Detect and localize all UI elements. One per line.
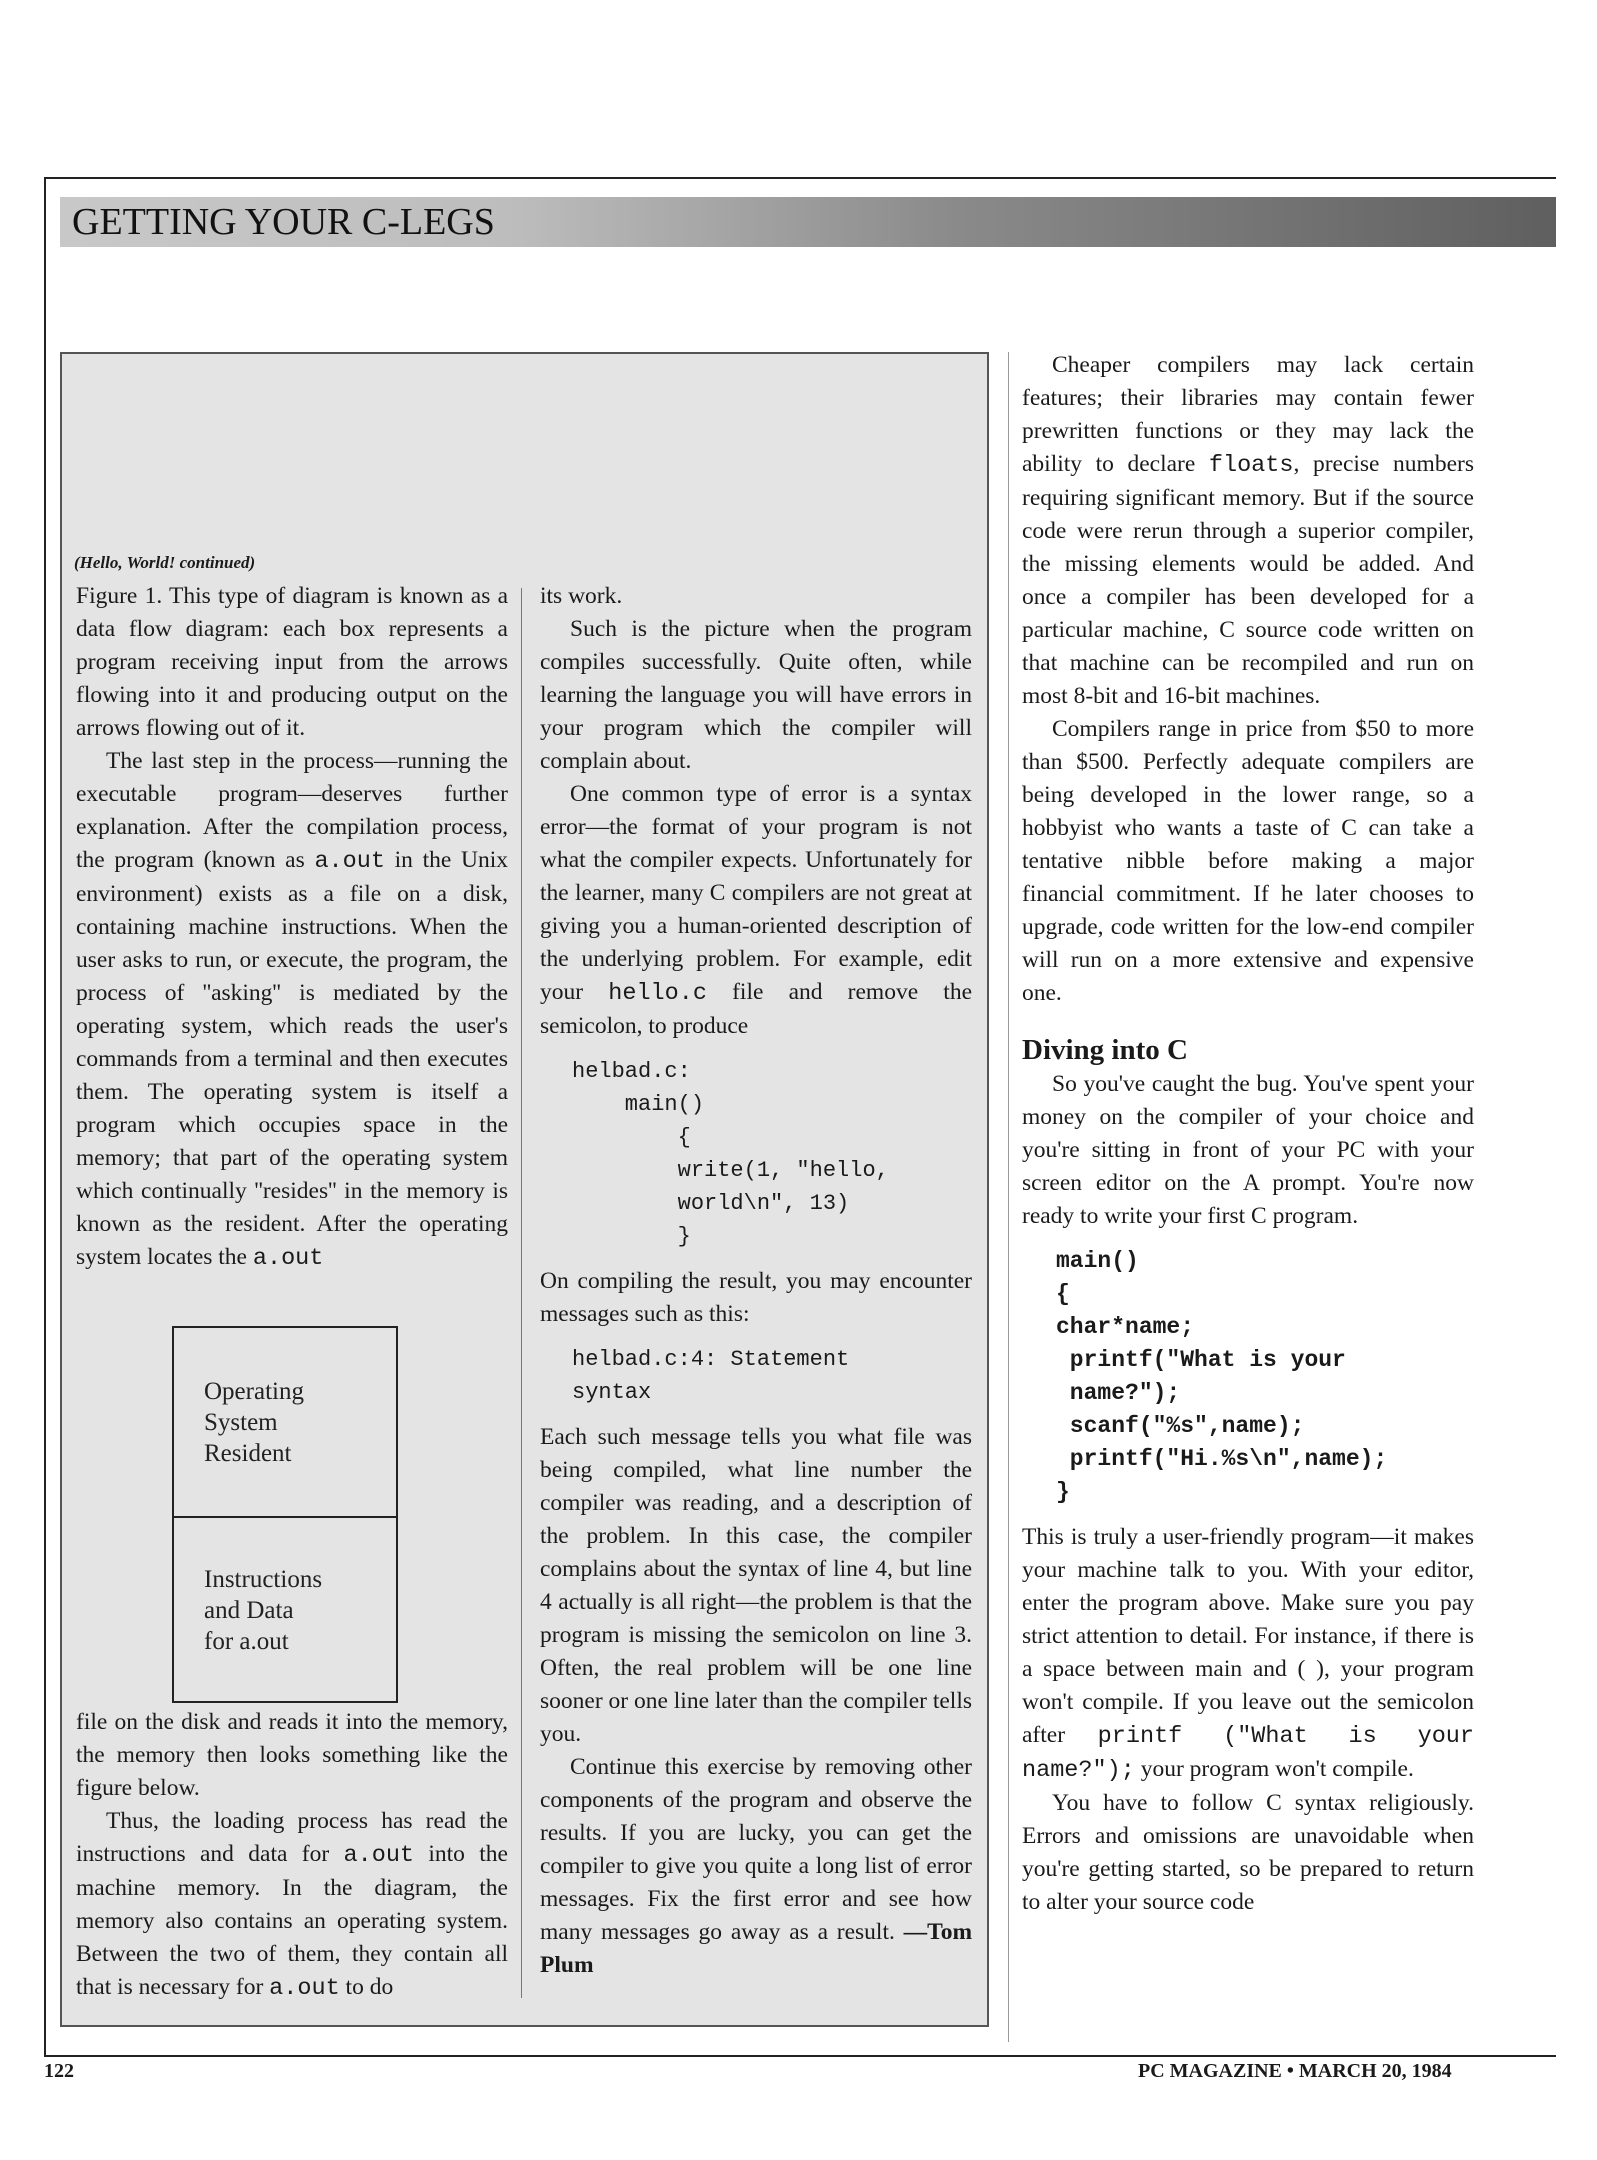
sidebar-paragraph: One common type of error is a syntax error—the format of your program is not what the compiler expects. Unfortunately for the learner, many C compilers are not great at giving you a human-oriented description of the underlying problem. For example, edit your hello.c file and remove the semicolon, to produce — [540, 781, 972, 1039]
left-rule — [44, 177, 46, 2057]
sidebar-paragraph: Continue this exercise by removing other components of the program and observe the results. If you are lucky, you can get the compiler to give you quite a long list of error messages. Fix the first error and see how many messages go away as a result. —Tom Plum — [540, 1754, 973, 1978]
main-paragraph: This is truly a user-friendly program—it makes your machine talk to you. With your editor, enter the program above. Make sure you pay strict attention to detail. For instance, if there is a space between main and ( ), your program won't compile. If you leave out the semicolon after printf ("What is your name?"); your program won't compile. — [1022, 1524, 1474, 1784]
main-paragraph: You have to follow C syntax religiously. Errors and omissions are unavoidable when you're getting started, so be prepared to return to alter your source code — [1022, 1790, 1474, 1915]
c-program-listing: main() { char*name; printf("What is your name?"); scanf("%s",name); printf("Hi.%s\n",name); } — [1056, 1248, 1388, 1505]
sidebar-column-divider — [521, 588, 522, 1998]
top-rule — [44, 177, 1556, 179]
sidebar-paragraph: Thus, the loading process has read the instructions and data for a.out into the machine memory. In the diagram, the memory also contains an operating system. Between the two of them, they contain all that is necessary for a.out to do — [76, 1808, 508, 2002]
sidebar-paragraph: Such is the picture when the program compiles successfully. Quite often, while learning the language you will have errors in your program which the compiler will complain about. — [540, 616, 972, 774]
sidebar-paragraph: file on the disk and reads it into the memory, the memory then looks something like the figure below. — [76, 1709, 508, 1801]
memory-diagram — [172, 1326, 398, 1703]
sidebar-col1-top — [76, 580, 508, 1275]
main-paragraph: Cheaper compilers may lack certain features; their libraries may contain fewer prewritten functions or they may lack the ability to declare floats, precise numbers requiring significant memory. But if the source code were rerun through a superior compiler, the missing elements would be added. And once a compiler has been developed for a particular machine, C source code written on that machine can be recompiled and run on most 8-bit and 16-bit machines. — [1022, 352, 1474, 709]
diagram-divider — [174, 1516, 396, 1518]
sidebar-paragraph: The last step in the process—running the executable program—deserves further explanation. After the compilation process, the program (known as a.out in the Unix environment) exists as a file on a disk, containing machine instructions. When the user asks to run, or execute, the program, the process of ''asking'' is mediated by the operating system, which reads the user's commands from a terminal and then executes them. The operating system is itself a program which occupies space in the memory; that part of the operating system which continually ''resides'' in the memory is known as the resident. After the operating system locates the a.out — [76, 748, 508, 1272]
sidebar-paragraph: Each such message tells you what file was being compiled, what line number the compiler was reading, and a description of the problem. In this case, the compiler complains about the syntax of line 4, but line 4 actually is all right—the problem is that the program is missing the semicolon on line 3. Often, the real problem will be one line sooner or one line later than the compiler tells you. — [540, 1424, 972, 1747]
diagram-os-resident: Operating System Resident — [204, 1378, 304, 1467]
sidebar-col1-bottom — [76, 1706, 508, 2005]
sidebar-paragraph: On compiling the result, you may encounter messages such as this: — [540, 1268, 972, 1327]
page-number: 122 — [44, 2060, 74, 2082]
figure-caption: Figure 1. This type of diagram is known as a data flow diagram: each box represents a program receiving input from the arrows flowing into it and producing output on the arrows flowing out of it. — [76, 583, 508, 741]
main-paragraph: Compilers range in price from $50 to more than $500. Perfectly adequate compilers are being developed in the lower range, so a hobbyist who wants a taste of C can take a tentative nibble before making a major financial commitment. If he later chooses to upgrade, code written for the low-end compiler will run on a more extensive and expensive one. — [1022, 716, 1474, 1006]
helbad-code-listing: helbad.c: main() { write(1, "hello, world\n", 13) } — [572, 1059, 889, 1249]
compiler-error-listing: helbad.c:4: Statement syntax — [572, 1347, 850, 1405]
bottom-rule — [44, 2055, 1556, 2057]
main-column-divider — [1008, 352, 1009, 2042]
section-title: GETTING YOUR C-LEGS — [72, 201, 495, 243]
author-signature: —Tom Plum — [540, 1919, 973, 1978]
main-column — [1022, 349, 1474, 1919]
diagram-instructions-data: Instructions and Data for a.out — [204, 1566, 323, 1655]
main-paragraph: So you've caught the bug. You've spent your money on the compiler of your choice and you're sitting in front of your PC with your screen editor on the A prompt. You're now ready to write your first C program. — [1022, 1071, 1474, 1229]
sidebar-col2 — [540, 580, 972, 1982]
publication-footer: PC MAGAZINE • MARCH 20, 1984 — [1138, 2060, 1452, 2082]
continued-label: (Hello, World! continued) — [74, 553, 256, 572]
section-heading: Diving into C — [1022, 1034, 1188, 1066]
sidebar-paragraph: its work. — [540, 583, 623, 609]
